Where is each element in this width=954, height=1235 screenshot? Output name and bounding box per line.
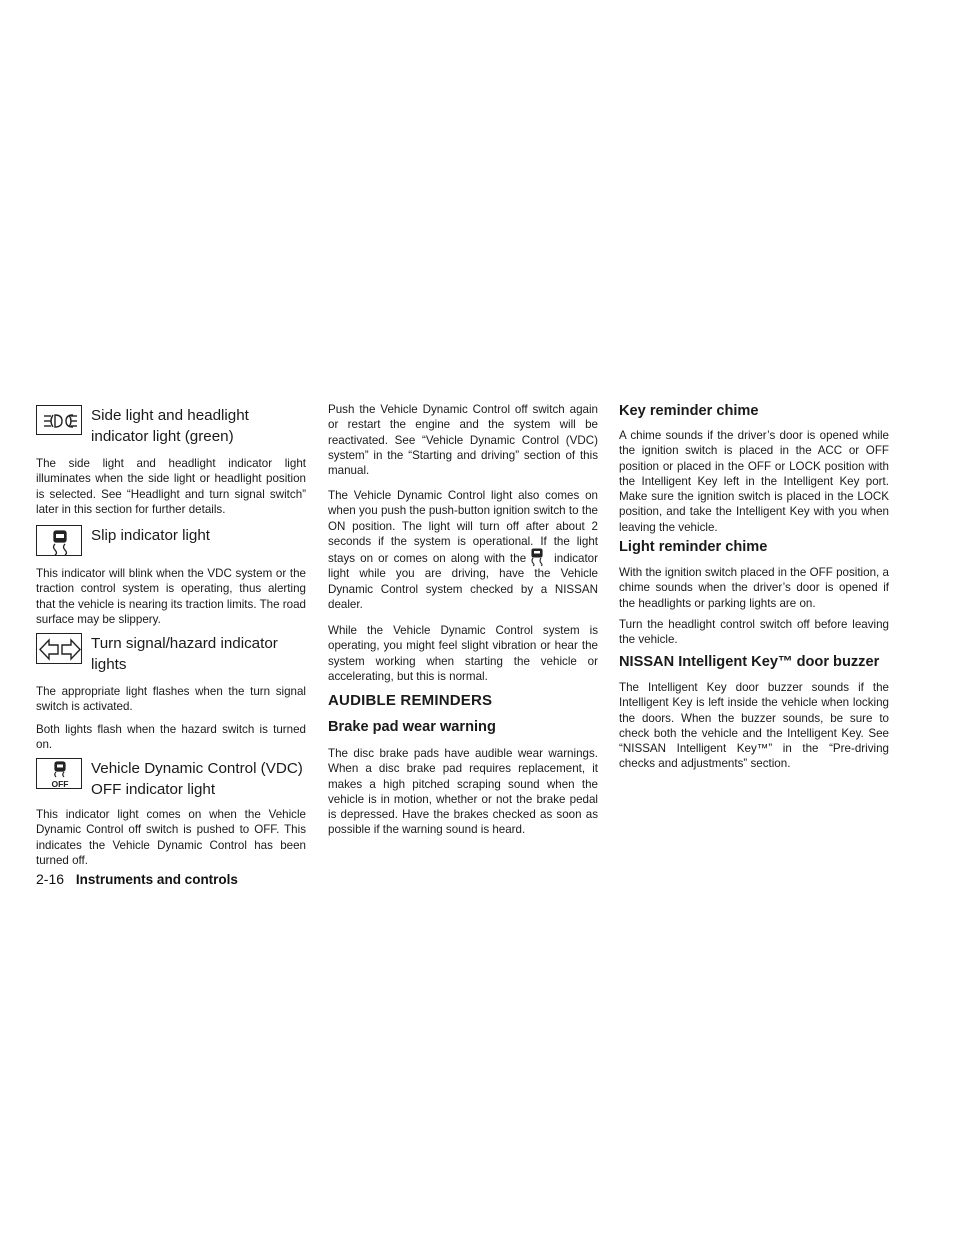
key-reminder-heading: Key reminder chime: [619, 403, 759, 419]
turn-signal-title: Turn signal/hazard indicator lights: [91, 635, 278, 673]
vdc-reactivate-paragraph: Push the Vehicle Dynamic Control off switch again or restart the engine and the system will be reactivated. See “Vehicle Dynamic Control (VDC) system” in the “Starting and driving” section of this manual.: [328, 403, 598, 478]
section-title: Instruments and controls: [75, 872, 238, 887]
vdc-off-body: This indicator light comes on when the Vehicle Dynamic Control off switch is pushed to OFF. This indicates the Vehicle Dynamic Control has been turned off.: [36, 808, 306, 867]
turn-signal-body-1: The appropriate light flashes when the turn signal switch is activated.: [36, 685, 306, 714]
audible-reminders-heading: AUDIBLE REMINDERS: [328, 692, 493, 709]
page-number: 2-16: [36, 871, 65, 887]
light-reminder-body-2: Turn the headlight control switch off before leaving the vehicle.: [619, 618, 889, 647]
key-reminder-body: A chime sounds if the driver’s door is opened while the ignition switch is placed in the ACC or OFF position or placed in the OFF or LOCK position with the Intelligent Key left in the Intelligent Key port. Make sure the ignition switch is placed in the LOCK position, and take the Intelligent Key with you when leaving the vehicle.: [619, 429, 889, 534]
page-footer: [36, 871, 238, 887]
light-reminder-body-1: With the ignition switch placed in the OFF position, a chime sounds when the driver’s door is opened if the headlights or parking lights are on.: [619, 566, 889, 610]
turn-signal-arrows-icon: [36, 633, 82, 664]
vdc-off-icon-text: OFF: [51, 779, 69, 789]
vdc-light-text-before: The Vehicle Dynamic Control light also comes on when you push the push-button ignition switch to the ON position. The light will turn off after about 2 seconds if the system is operational. If the light stays on or comes on along with the: [328, 489, 598, 566]
light-reminder-heading: Light reminder chime: [619, 539, 768, 555]
brake-pad-heading: Brake pad wear warning: [328, 719, 496, 735]
vdc-light-text-after: indicator light while you are driving, have the Vehicle Dynamic Control system checked by a NISSAN dealer.: [328, 552, 598, 612]
door-buzzer-heading: NISSAN Intelligent Key™ door buzzer: [619, 654, 880, 670]
vdc-off-title: Vehicle Dynamic Control (VDC) OFF indicator light: [91, 760, 303, 798]
slip-body: This indicator will blink when the VDC system or the traction control system is operating, thus alerting that the vehicle is nearing its traction limits. The road surface may be slippery.: [36, 567, 306, 626]
brake-pad-body: The disc brake pads have audible wear warnings. When a disc brake pad requires replacement, it makes a high pitched scraping sound when the vehicle is in motion, whether or not the brake pedal is depressed. Have the brakes checked as soon as possible if the warning sound is heard.: [328, 747, 598, 837]
slip-inline-icon: [526, 549, 554, 565]
side-light-headlight-icon: [36, 405, 82, 435]
turn-signal-body-2: Both lights flash when the hazard switch is turned on.: [36, 723, 306, 752]
door-buzzer-body: The Intelligent Key door buzzer sounds if the Intelligent Key is left inside the vehicle when locking the doors. When the buzzer sounds, be sure to check both the vehicle and the Intelligent Key. See “NISSAN Intelligent Key™” in the “Pre-driving checks and adjustments” section.: [619, 681, 889, 771]
slip-title: Slip indicator light: [91, 527, 211, 544]
side-light-title: Side light and headlight indicator light (green): [91, 407, 249, 445]
vdc-light-paragraph: [328, 488, 598, 612]
side-light-body: The side light and headlight indicator light illuminates when the side light or headlight position is selected. See “Headlight and turn signal switch” later in this section for further details.: [36, 457, 306, 516]
slip-indicator-icon: [36, 525, 82, 556]
vdc-off-icon: [36, 758, 82, 789]
vdc-operating-paragraph: While the Vehicle Dynamic Control system is operating, you might feel slight vibration or hear the system working when starting the vehicle or accelerating, but this is normal.: [328, 624, 598, 683]
